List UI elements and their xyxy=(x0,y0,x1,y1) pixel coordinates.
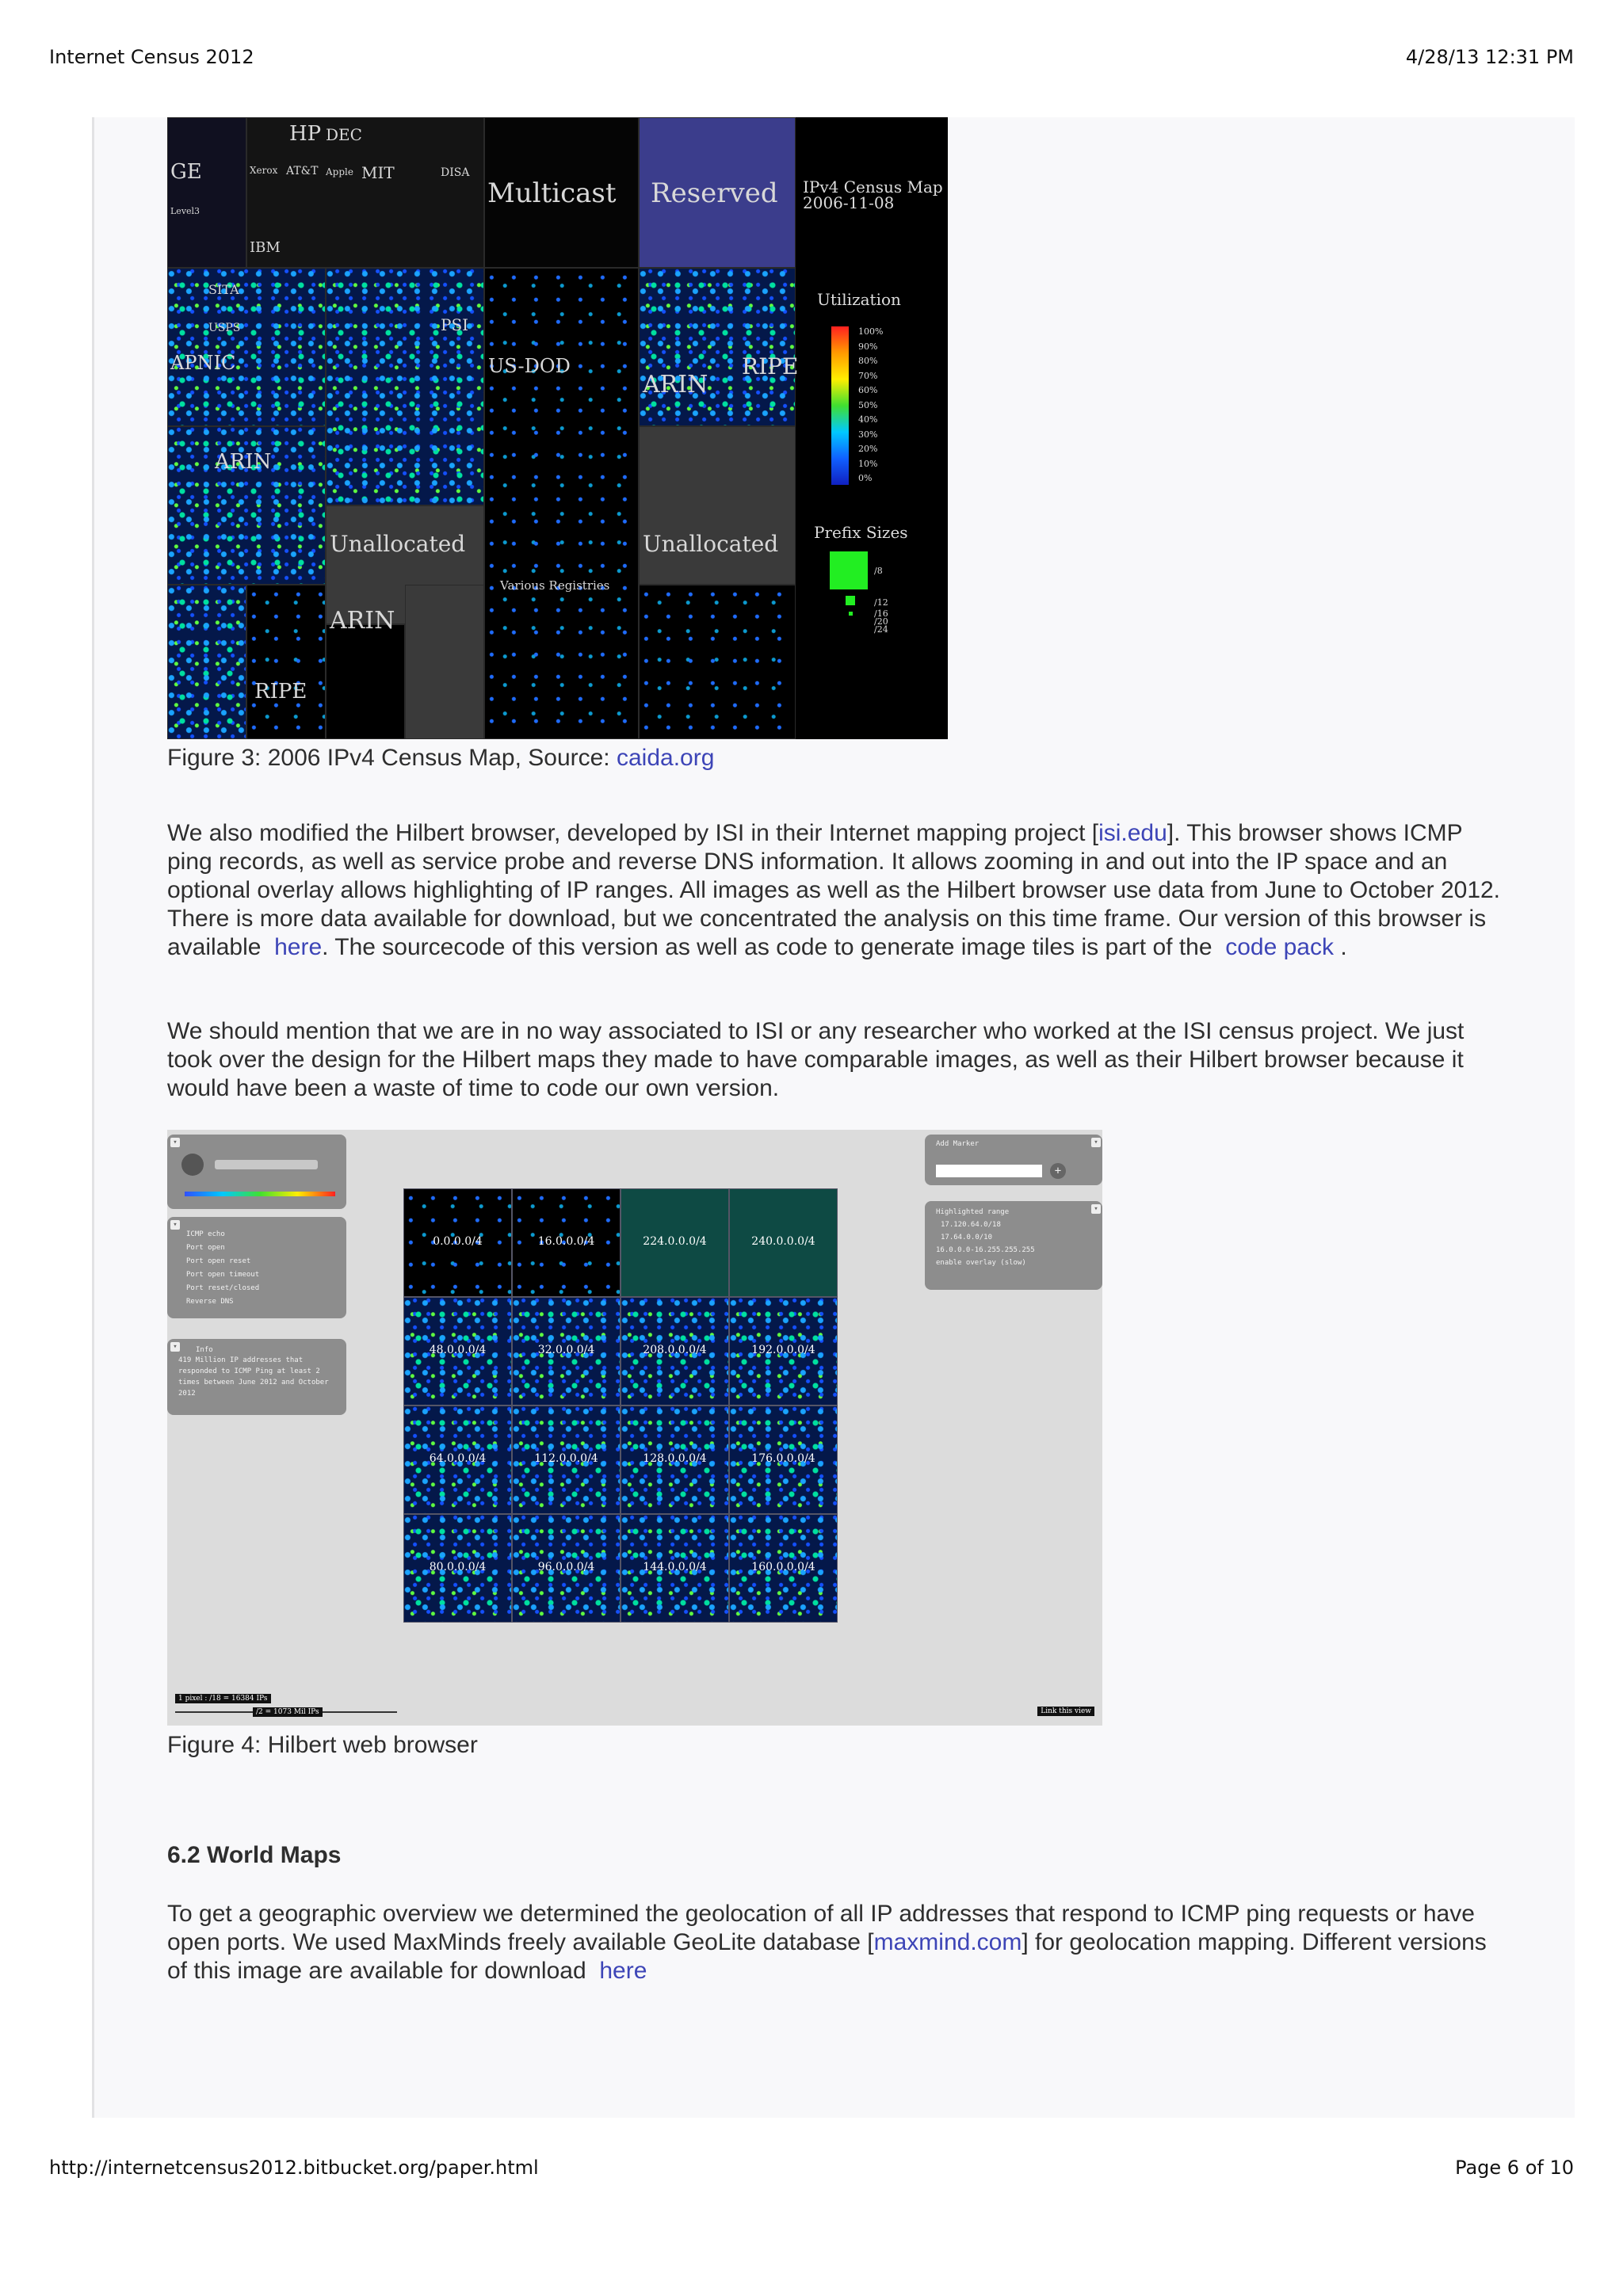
quadrant-label: 16.0.0.0/4 xyxy=(537,1235,595,1248)
quadrant-label: 96.0.0.0/4 xyxy=(537,1561,595,1573)
paragraph-isi-disclaimer: We should mention that we are in no way associated to ISI or any researcher who worked at the ISI census project. We just took over the design for the Hilbert maps they made to have comparable images, as well as their Hilbert browser because it would have been a waste of time to code our own version. xyxy=(167,1018,1465,1101)
link-this-view-button[interactable]: Link this view xyxy=(1037,1707,1094,1716)
map-date: 2006-11-08 xyxy=(803,193,895,212)
hilbert-quadrant[interactable] xyxy=(403,1405,512,1514)
print-timestamp: 4/28/13 12:31 PM xyxy=(1405,46,1574,68)
utilization-tick: 10% xyxy=(858,458,878,469)
map-label: ARIN xyxy=(215,450,272,474)
map-label: GE xyxy=(170,160,202,184)
map-label: DEC xyxy=(326,125,362,144)
layers-panel xyxy=(167,1217,346,1318)
map-label: ARIN xyxy=(643,371,708,399)
overlay-toggle[interactable]: enable overlay (slow) xyxy=(936,1259,1026,1267)
map-block xyxy=(167,268,326,426)
color-scale xyxy=(185,1192,335,1196)
map-block xyxy=(246,117,484,268)
prefix-sizes-title: Prefix Sizes xyxy=(814,523,908,542)
map-label: DISA xyxy=(441,166,470,179)
marker-input[interactable] xyxy=(936,1165,1042,1177)
map-label-reserved: Reserved xyxy=(651,177,778,209)
map-label: Xerox xyxy=(250,165,278,176)
map-label: Unallocated xyxy=(330,531,466,557)
page-url: http://internetcensus2012.bitbucket.org/paper.html xyxy=(49,2157,539,2179)
hilbert-quadrant[interactable] xyxy=(621,1514,729,1623)
hilbert-quadrant[interactable] xyxy=(621,1188,729,1297)
info-panel xyxy=(167,1339,346,1415)
highlighted-range[interactable]: 17.120.64.0/18 xyxy=(941,1221,1001,1229)
quadrant-label: 144.0.0.0/4 xyxy=(643,1561,707,1573)
maxmind-link[interactable]: maxmind.com xyxy=(873,1929,1022,1955)
layer-options xyxy=(186,1228,259,1309)
quadrant-label: 224.0.0.0/4 xyxy=(643,1235,707,1248)
prefix-size-swatch xyxy=(849,612,853,616)
hilbert-quadrant[interactable] xyxy=(621,1297,729,1405)
layer-option[interactable]: Port open xyxy=(186,1244,225,1252)
paragraph-hilbert-browser: We also modified the Hilbert browser, developed by ISI in their Internet mapping project [isi.edu]. This browser shows ICMP ping records, as well as service probe and reverse DNS information. It allows zooming in and out into the IP space and an optional overlay allows highlighting of IP ranges. All images as well as the Hilbert browser use data from June to October 2012. There is more data available for download, but we concentrated the analysis on this time frame. Our version of this browser is available here. The sourcecode of this version as well as code to generate image tiles is part of the code pack . xyxy=(167,820,1501,960)
info-title: Info xyxy=(196,1346,213,1354)
scale-pixel-label: 1 pixel : /18 = 16384 IPs xyxy=(175,1694,271,1703)
quadrant-label: 0.0.0.0/4 xyxy=(433,1235,483,1248)
hilbert-quadrant[interactable] xyxy=(403,1297,512,1405)
hilbert-quadrant[interactable] xyxy=(512,1297,621,1405)
browser-here-link[interactable]: here xyxy=(274,934,323,960)
layer-option[interactable]: Port open timeout xyxy=(186,1271,260,1279)
hilbert-quadrant[interactable] xyxy=(512,1405,621,1514)
map-label: RIPE xyxy=(254,680,307,704)
quadrant-label: 64.0.0.0/4 xyxy=(429,1452,487,1465)
map-label: Level3 xyxy=(170,206,200,216)
utilization-color-bar xyxy=(831,326,849,485)
hilbert-quadrant[interactable] xyxy=(729,1188,838,1297)
utilization-tick: 80% xyxy=(858,356,878,366)
map-block xyxy=(326,624,405,739)
map-label: USPS xyxy=(208,322,241,334)
map-label-multicast: Multicast xyxy=(487,177,617,209)
highlighted-range-extra: 16.0.0.0-16.255.255.255 xyxy=(936,1246,1035,1254)
map-label: MIT xyxy=(361,163,395,182)
map-title: IPv4 Census Map xyxy=(803,177,943,196)
hilbert-quadrant[interactable] xyxy=(729,1297,838,1405)
collapse-icon[interactable]: ▾ xyxy=(170,1138,180,1147)
map-label: RIPE xyxy=(742,353,799,379)
collapse-icon[interactable]: ▾ xyxy=(170,1342,180,1352)
map-block xyxy=(167,585,246,739)
quadrant-label: 112.0.0.0/4 xyxy=(534,1452,598,1465)
add-marker-panel xyxy=(925,1135,1102,1185)
utilization-tick: 70% xyxy=(858,370,878,381)
prefix-tick: /12 xyxy=(874,597,888,608)
map-block xyxy=(326,268,484,505)
info-text: 419 Million IP addresses that responded to ICMP Ping at least 2 times between June 2012 and October 2012 xyxy=(178,1356,329,1398)
prefix-tick: /20 xyxy=(874,616,888,627)
prefix-tick: /8 xyxy=(874,566,883,576)
map-block xyxy=(246,585,326,739)
paragraph-world-maps: To get a geographic overview we determined the geolocation of all IP addresses that respond to ICMP ping requests or have open ports. We used MaxMinds freely available GeoLite database [maxmind.com] for geolocation mapping. Different versions of this image are available for download here xyxy=(167,1901,1487,1984)
quadrant-label: 176.0.0.0/4 xyxy=(751,1452,815,1465)
utilization-tick: 60% xyxy=(858,385,878,395)
code-pack-link[interactable]: code pack xyxy=(1225,934,1334,960)
map-label: US-DOD xyxy=(488,355,571,377)
quadrant-label: 128.0.0.0/4 xyxy=(643,1452,707,1465)
highlight-panel xyxy=(925,1201,1102,1290)
hilbert-quadrant[interactable] xyxy=(729,1405,838,1514)
utilization-tick: 50% xyxy=(858,399,878,410)
map-block xyxy=(639,426,796,585)
figure4-caption: Figure 4: Hilbert web browser xyxy=(167,1732,478,1758)
utilization-tick: 90% xyxy=(858,341,878,352)
highlighted-range-title: Highlighted range xyxy=(936,1208,1010,1216)
print-footer xyxy=(49,2157,1574,2183)
page-number: Page 6 of 10 xyxy=(1455,2157,1574,2179)
quadrant-label: 48.0.0.0/4 xyxy=(429,1344,487,1356)
collapse-icon[interactable]: ▾ xyxy=(1091,1204,1101,1214)
isi-link[interactable]: isi.edu xyxy=(1098,820,1167,846)
map-label: SITA xyxy=(208,282,239,297)
map-block xyxy=(405,585,484,739)
map-label: PSI xyxy=(441,315,469,334)
section-heading: 6.2 World Maps xyxy=(167,1842,342,1868)
hilbert-quadrant[interactable] xyxy=(729,1514,838,1623)
quadrant-label: 80.0.0.0/4 xyxy=(429,1561,487,1573)
map-block xyxy=(639,268,799,426)
add-marker-icon[interactable]: + xyxy=(1050,1163,1066,1179)
quadrant-label: 208.0.0.0/4 xyxy=(643,1344,707,1356)
ipv4-census-map-figure xyxy=(167,117,948,739)
collapse-icon[interactable]: ▾ xyxy=(170,1220,180,1230)
utilization-tick: 30% xyxy=(858,429,878,440)
hilbert-browser-figure xyxy=(167,1130,1102,1726)
pan-control-icon[interactable] xyxy=(181,1154,204,1176)
map-label: Unallocated xyxy=(643,531,779,557)
prefix-size-swatch xyxy=(830,551,868,589)
quadrant-label: 192.0.0.0/4 xyxy=(751,1344,815,1356)
prefix-size-swatch xyxy=(846,596,855,605)
highlight-content xyxy=(936,1206,1035,1269)
layer-option[interactable]: ICMP echo xyxy=(186,1230,225,1238)
hilbert-map[interactable] xyxy=(403,1188,838,1623)
quadrant-label: 32.0.0.0/4 xyxy=(537,1344,595,1356)
hilbert-quadrant[interactable] xyxy=(621,1405,729,1514)
map-label: APNIC xyxy=(170,352,236,374)
utilization-tick: 40% xyxy=(858,414,878,425)
figure3-caption: Figure 3: 2006 IPv4 Census Map, Source: caida.org xyxy=(167,745,715,771)
quadrant-label: 160.0.0.0/4 xyxy=(751,1561,815,1573)
layer-option[interactable]: Reverse DNS xyxy=(186,1298,234,1306)
document-title: Internet Census 2012 xyxy=(49,46,254,68)
utilization-tick: 0% xyxy=(858,473,873,483)
map-label: AT&T xyxy=(286,165,319,177)
hilbert-quadrant[interactable] xyxy=(512,1188,621,1297)
utilization-tick: 20% xyxy=(858,444,878,454)
map-label: Various Registries xyxy=(500,578,610,593)
add-marker-label: Add Marker xyxy=(936,1140,980,1148)
caida-link[interactable]: caida.org xyxy=(616,745,715,771)
hilbert-quadrant[interactable] xyxy=(403,1188,512,1297)
utilization-title: Utilization xyxy=(817,290,901,309)
quadrant-label: 240.0.0.0/4 xyxy=(751,1235,815,1248)
layer-option[interactable]: Port reset/closed xyxy=(186,1284,260,1292)
zoom-panel xyxy=(167,1135,346,1209)
map-label: ARIN xyxy=(330,607,395,635)
zoom-slider[interactable] xyxy=(215,1160,318,1169)
map-block xyxy=(167,117,246,268)
map-label: Apple xyxy=(326,166,353,177)
map-block xyxy=(484,268,639,739)
hilbert-quadrant[interactable] xyxy=(512,1514,621,1623)
hilbert-quadrant[interactable] xyxy=(403,1514,512,1623)
map-label: HP xyxy=(289,122,322,146)
map-block xyxy=(639,585,796,739)
print-header xyxy=(49,46,1574,73)
layer-option[interactable]: Port open reset xyxy=(186,1257,251,1265)
prefix-tick: /16 xyxy=(874,608,888,619)
scale-bar-label: /2 = 1073 Mil IPs xyxy=(253,1707,323,1717)
prefix-tick: /24 xyxy=(874,624,888,635)
map-label: IBM xyxy=(250,239,281,256)
highlighted-range[interactable]: 17.64.0.0/10 xyxy=(941,1234,993,1241)
collapse-icon[interactable]: ▾ xyxy=(1091,1138,1101,1147)
utilization-tick: 100% xyxy=(858,326,884,337)
download-here-link[interactable]: here xyxy=(599,1958,647,1984)
